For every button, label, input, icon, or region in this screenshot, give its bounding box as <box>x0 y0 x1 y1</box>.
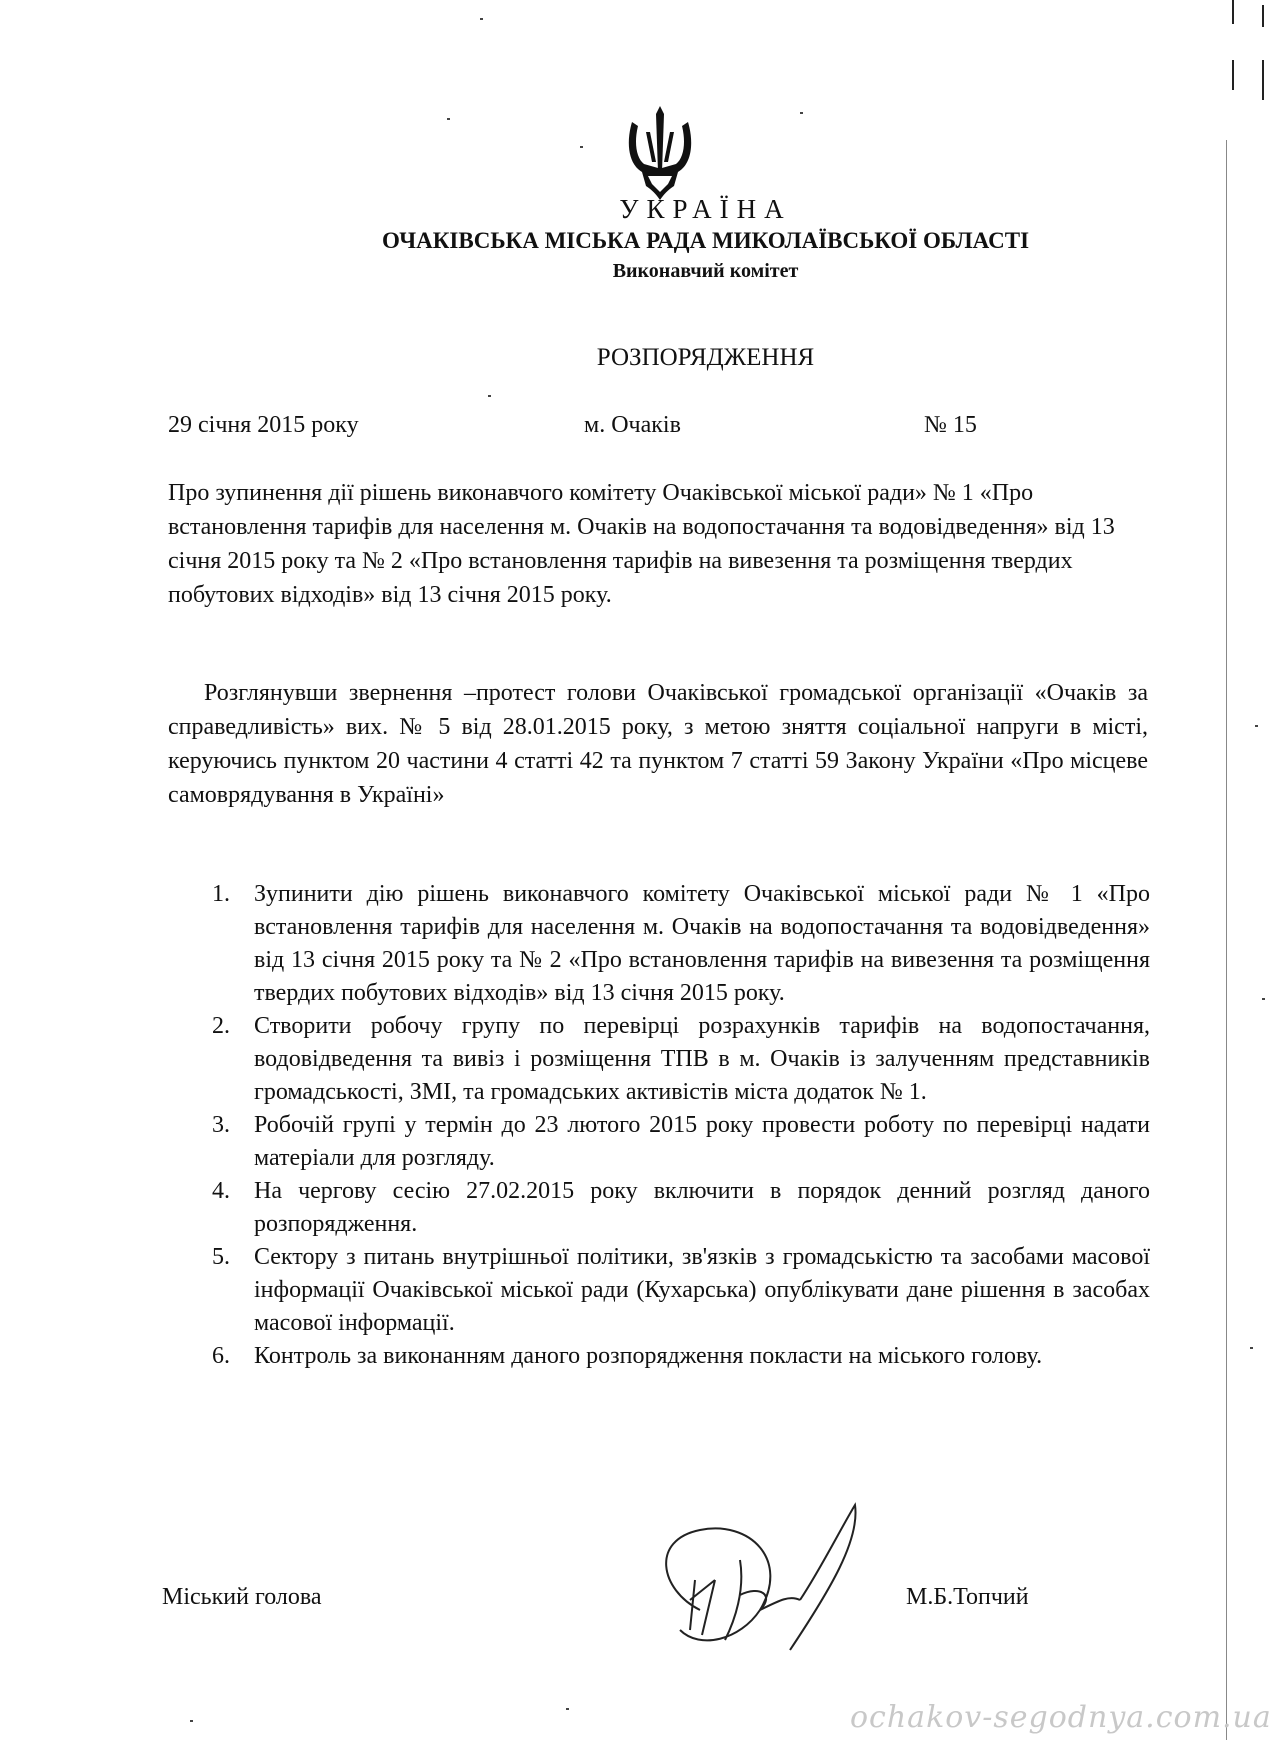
signatory-name: М.Б.Топчий <box>906 1584 1029 1610</box>
item-text: Робочій групі у термін до 23 лютого 2015 року провести роботу по перевірці надати матеріали для розгляду. <box>254 1112 1150 1171</box>
list-item <box>212 1241 1150 1340</box>
list-item <box>212 1109 1150 1175</box>
item-number: 4. <box>212 1178 230 1204</box>
item-text: На чергову сесію 27.02.2015 року включити в порядок денний розгляд даного розпорядження. <box>254 1178 1150 1237</box>
list-item <box>212 878 1150 1010</box>
list-item <box>212 1175 1150 1241</box>
scan-edge-mark <box>1262 60 1264 100</box>
council-name: ОЧАКІВСЬКА МІСЬКА РАДА МИКОЛАЇВСЬКОЇ ОБЛАСТІ <box>381 228 1030 253</box>
order-items-list <box>212 878 1150 1373</box>
scan-speck <box>447 118 450 120</box>
document-preamble: Розглянувши звернення –протест голови Очаківської громадської організації «Очаків за справедливість» вих. № 5 від 28.01.2015 року, з метою зняття соціальної напруги в місті, керуючись пунктом 20 частини 4 статті 42 та пунктом 7 статті 59 Закону України «Про місцеве самоврядування в Україні» <box>168 680 1148 808</box>
scan-edge-line <box>1226 140 1227 1740</box>
trident-coat-of-arms-icon <box>622 102 698 202</box>
watermark: ochakov-segodnya.com.ua <box>850 1700 1272 1735</box>
item-number: 1. <box>212 881 230 907</box>
item-number: 5. <box>212 1244 230 1270</box>
item-number: 2. <box>212 1013 230 1039</box>
item-text: Контроль за виконанням даного розпорядження покласти на міського голову. <box>254 1343 1043 1369</box>
document-place: м. Очаків <box>584 412 681 438</box>
handwritten-signature-icon <box>640 1500 880 1660</box>
scan-speck <box>1250 1347 1253 1349</box>
committee-name: Виконавчий комітет <box>612 260 799 282</box>
document-number: № 15 <box>924 412 977 438</box>
scan-speck <box>800 112 803 114</box>
item-text: Створити робочу групу по перевірці розрахунків тарифів на водопостачання, водовідведення та вивіз і розміщення ТПВ в м. Очаків із залученням представників громадськості, ЗМІ, та громадських активістів міста додаток № 1. <box>254 1013 1150 1105</box>
item-number: 3. <box>212 1112 230 1138</box>
scan-speck <box>566 1708 569 1710</box>
signatory-role: Міський голова <box>162 1584 322 1610</box>
scan-speck <box>480 18 483 20</box>
scan-edge-mark <box>1262 5 1264 27</box>
document-subject: Про зупинення дії рішень виконавчого комітету Очаківської міської ради» № 1 «Про встановлення тарифів для населення м. Очаків на водопостачання та водовідведення» від 13 січня 2015 року та № 2 «Про встановлення тарифів на вивезення та розміщення твердих побутових відходів» від 13 січня 2015 року. <box>168 480 1115 608</box>
document-type: РОЗПОРЯДЖЕННЯ <box>596 344 815 371</box>
list-item <box>212 1010 1150 1109</box>
document-date: 29 січня 2015 року <box>168 412 359 438</box>
scan-speck <box>1255 725 1258 727</box>
scan-speck <box>190 1720 193 1722</box>
item-text: Сектору з питань внутрішньої політики, зв'язків з громадськістю та засобами масової інформації Очаківської міської ради (Кухарська) опублікувати дане рішення в засобах масової інформації. <box>254 1244 1150 1336</box>
scan-edge-mark <box>1232 0 1234 24</box>
item-number: 6. <box>212 1343 230 1369</box>
scan-speck <box>488 395 491 397</box>
scan-edge-mark <box>1232 60 1234 90</box>
scan-speck <box>580 146 583 148</box>
scan-speck <box>1262 998 1265 1000</box>
item-text: Зупинити дію рішень виконавчого комітету Очаківської міської ради № 1 «Про встановлення тарифів для населення м. Очаків на водопостачання та водовідведення» від 13 січня 2015 року та № 2 «Про встановлення тарифів на вивезення та розміщення твердих побутових відходів» від 13 січня 2015 року. <box>254 881 1150 1006</box>
country-name: УКРАЇНА <box>619 194 792 224</box>
list-item <box>212 1340 1150 1373</box>
